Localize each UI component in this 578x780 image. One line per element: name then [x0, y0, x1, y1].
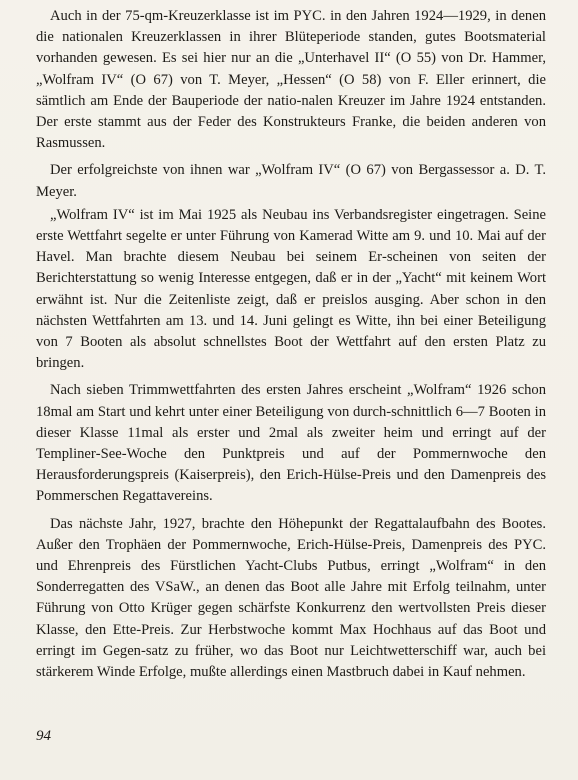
paragraph-3: „Wolfram IV“ ist im Mai 1925 als Neubau ins Verbandsregister eingetragen. Seine erste Wettfahrt segelte er unter Führung von Kamerad Witte am 9. und 10. Mai auf der Havel. Man brachte diesem Neubau bei seinem Er‐scheinen von seiten der Berichterstattung so wenig Interesse entgegen, daß er in der „Yacht“ mit keinem Wort erwähnt ist. Nur die Zeitenliste zeigt, daß er preislos ausging. Aber schon in den nächsten Wettfahrten am 13. und 14. Juni gelingt es Witte, ihn bei einer Beteiligung von 7 Booten als absolut schnellstes Boot der Wettfahrt auf den ersten Platz zu bringen.: [36, 206, 546, 372]
body-text: [36, 6, 546, 689]
paragraph-2: Der erfolgreichste von ihnen war „Wolfram IV“ (O 67) von Bergassessor a. D. T. Meyer.: [36, 162, 546, 200]
paragraph-4: Nach sieben Trimmwettfahrten des ersten Jahres erscheint „Wolfram“ 1926 schon 18mal am Start und kehrt unter einer Beteiligung von durch‐schnittlich 6—7 Booten in dieser Klasse 11mal als erster und 2mal als zweiter heim und erringt auf der Templiner‐See‐Woche den Punktpreis und auf der Pommernwoche den Herausforderungspreis (Kaiserpreis), den Erich‐Hülse‐Preis und den Damenpreis des Pommerschen Regattavereins.: [36, 382, 546, 505]
page-number: 94: [36, 728, 51, 744]
paragraph-5: Das nächste Jahr, 1927, brachte den Höhepunkt der Regattalaufbahn des Bootes. Außer den Trophäen der Pommernwoche, Erich‐Hülse‐Preis, Damenpreis des PYC. und Ehrenpreis des Fürstlichen Yacht‐Clubs Putbus, erringt „Wolfram“ in den Sonderregatten des VSaW., an denen das Boot alle Jahre mit Erfolg teilnahm, unter Führung von Otto Krüger gegen schärfste Konkurrenz den wertvollsten Preis dieser Klasse, den Ette‐Preis. Zur Herbstwoche kommt Max Hochhaus auf das Boot und erringt im Gegen‐satz zu früher, wo das Boot nur Leichtwetterschiff war, auch bei stärkerem Winde Erfolge, mußte allerdings einen Mastbruch dabei in Kauf nehmen.: [36, 515, 546, 681]
paragraph-1: Auch in der 75‐qm‐Kreuzerklasse ist im PYC. in den Jahren 1924—1929, in denen die nationalen Kreuzerklassen in ihrer Blüteperiode standen, gutes Bootsmaterial vorhanden gewesen. Es sei hier nur an die „Unterhavel II“ (O 55) von Dr. Hammer, „Wolfram IV“ (O 67) von T. Meyer, „Hessen“ (O 58) von F. Eller erinnert, die sämtlich am Ende der Bauperiode der natio‐nalen Kreuzer im Jahre 1924 entstanden. Der erste stammt aus der Feder des Konstrukteurs Franke, die beiden anderen von Rasmussen.: [36, 8, 546, 152]
